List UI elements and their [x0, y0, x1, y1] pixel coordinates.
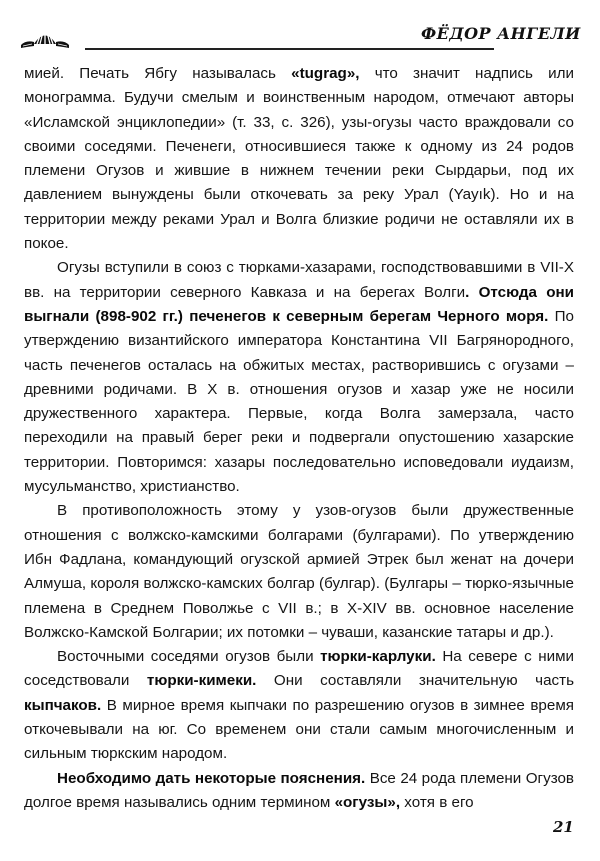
bold-phrase: . Отсюда они выгнали (898-902 гг.) печенегов к северным берегам Черного моря. — [24, 283, 574, 325]
text-segment: что значит надпись или монограмма. Будучи смелым и воинственным народом, отмечают авторы «Исламской энциклопедии» (т. 33, с. 326), узы-огузы часто враждовали со своими соседями. Печенеги, относившиеся также к одному из 24 родов племени Огузов и жившие в нижнем течении реки Сырдарьи, под их давлением вынуждены были откочевать за реку Урал (Yayık). Но и на территории между реками Урал и Волга близкие родичи не оставляли их в покое. — [24, 65, 574, 253]
text-segment: В противоположность этому у узов-огузов были дружественные отношения с волжско-камскими болгарами (булгарами). По утверждению Ибн Фадлана, командующий огузской армией Этрек был женат на дочери Алмуша, короля волжско-камских болгар (булгар). (Булгары – тюрко-язычные племена в Среднем Поволжье с VII в.; в X-XIV вв. основное население Волжско-Камской Болгарии; их потомки – чуваши, казанские татары и др.). — [24, 502, 574, 641]
body-text — [24, 62, 574, 815]
text-segment: Все 24 рода племени Огузов долгое время назывались одним термином — [24, 769, 574, 811]
bold-term-karluki: тюрки-карлуки. — [320, 648, 436, 666]
paragraph — [24, 499, 574, 645]
header-rule — [85, 48, 494, 50]
bold-term-oguzy: «огузы», — [334, 793, 401, 811]
text-segment: Они составляли значительную часть — [256, 672, 574, 690]
paragraph — [24, 645, 574, 766]
paragraph — [24, 256, 574, 499]
bold-term-kimeki: тюрки-кимеки. — [146, 672, 257, 690]
page-number: 21 — [553, 818, 574, 836]
fan-ornament-icon — [20, 27, 70, 49]
text-segment: По утверждению византийского императора Константина VII Багрянородного, часть печенегов осталась на обжитых местах, растворившись с огузами – древними родичами. В X в. отношения огузов и хазар уже не носили дружественного характера. Первые, когда Волга замерзала, часто переходили на правый берег реки и подвергали опустошению хазарские территории. Повторимся: хазары последовательно исповедовали иудаизм, мусульманство, христианство. — [24, 307, 574, 496]
bold-phrase: Необходимо дать некоторые пояснения. — [57, 769, 366, 787]
bold-term-tugrag: «tugrag», — [291, 65, 360, 82]
text-segment: хотя в его — [400, 793, 474, 811]
page-header — [0, 0, 600, 58]
running-head-author: ФЁДОР АНГЕЛИ — [421, 24, 581, 43]
text-segment: мией. Печать Ябгу называлась — [24, 65, 292, 82]
text-segment: Огузы вступили в союз с тюрками-хазарами, господствовавшими в VII-X вв. на территории северного Кавказа и на берегах Волги — [24, 259, 574, 301]
text-segment: Восточными соседями огузов были — [57, 648, 321, 666]
bold-term-kypchaki: кыпчаков. — [24, 696, 102, 714]
text-segment: В мирное время кыпчаки по разрешению огузов в зимнее время откочевывали на юг. Со временем они стали самым многочисленным и сильным тюркским народом. — [24, 696, 574, 763]
paragraph — [24, 767, 574, 816]
paragraph — [24, 62, 574, 256]
text-segment: На севере с ними соседствовали — [24, 648, 574, 690]
